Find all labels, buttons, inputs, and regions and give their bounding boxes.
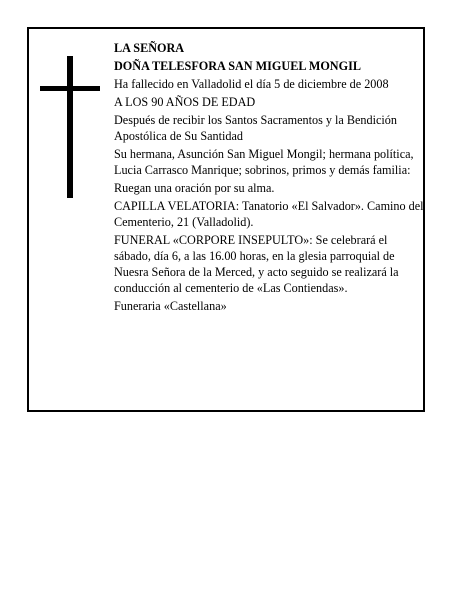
- prayer-paragraph: Ruegan una oración por su alma.: [114, 181, 275, 195]
- cross-horizontal-bar: [40, 86, 100, 91]
- death-date-paragraph: Ha fallecido en Valladolid el día 5 de diciembre de 2008: [114, 77, 389, 91]
- sacraments-paragraph: Después de recibir los Santos Sacramentos y la Bendición Apostólica de Su Santidad: [114, 113, 397, 143]
- chapel-paragraph: CAPILLA VELATORIA: Tanatorio «El Salvador». Camino del Cementerio, 21 (Valladolid).: [114, 199, 424, 229]
- funeral-home-paragraph: Funeraria «Castellana»: [114, 299, 227, 313]
- age-paragraph: A LOS 90 AÑOS DE EDAD: [114, 95, 256, 109]
- family-paragraph: Su hermana, Asunción San Miguel Mongil; hermana política, Lucia Carrasco Manrique; sobrinos, primos y demás familia:: [114, 147, 414, 177]
- notice-heading: LA SEÑORA: [114, 41, 185, 55]
- cross-vertical-bar: [67, 56, 73, 198]
- notice-text: [114, 40, 424, 314]
- funeral-paragraph: FUNERAL «CORPORE INSEPULTO»: Se celebrará el sábado, día 6, a las 16.00 horas, en la glesia parroquial de Nuesra Señora de la Merced, y acto seguido se realizará la conducción al cementerio de «Las Contiendas».: [114, 233, 399, 295]
- deceased-name: DOÑA TELESFORA SAN MIGUEL MONGIL: [114, 59, 361, 73]
- obituary-notice: [27, 27, 425, 412]
